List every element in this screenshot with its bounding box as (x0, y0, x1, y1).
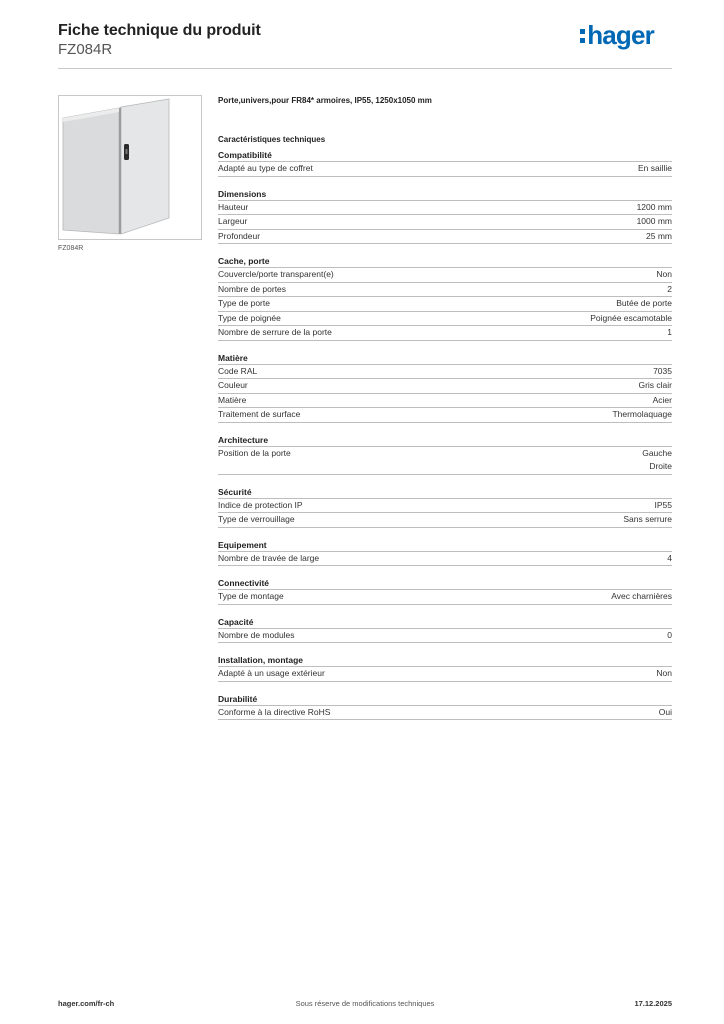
spec-row (218, 296, 672, 311)
spec-section (218, 616, 672, 644)
spec-label: Nombre de serrure de la porte (218, 327, 332, 337)
spec-value-line: 1000 mm (636, 216, 672, 226)
section-title: Sécurité (218, 486, 252, 497)
spec-value-line: 1 (667, 327, 672, 337)
spec-value-line: Gauche (642, 447, 672, 458)
spec-value-line: 4 (667, 552, 672, 563)
spec-value (612, 408, 672, 422)
spec-section (218, 149, 672, 177)
spec-value (646, 230, 672, 244)
spec-label: Matière (218, 394, 247, 405)
spec-section (218, 693, 672, 721)
spec-value-line: Non (656, 668, 672, 678)
product-description: Porte,univers,pour FR84* armoires, IP55, 1250x1050 mm (218, 96, 432, 105)
spec-value-line: Gris clair (638, 380, 672, 390)
spec-value (656, 667, 672, 681)
spec-value-line: Thermolaquage (612, 409, 672, 419)
product-reference: FZ084R (58, 41, 113, 58)
spec-section (218, 255, 672, 341)
spec-value (590, 312, 672, 326)
spec-label: Adapté à un usage extérieur (218, 668, 325, 678)
section-title: Cache, porte (218, 256, 270, 266)
logo-colon-mark (580, 26, 585, 46)
page-header (58, 22, 672, 68)
spec-value (623, 513, 672, 527)
spec-label: Largeur (218, 216, 248, 226)
spec-value (656, 268, 672, 282)
spec-row (218, 378, 672, 393)
logo-wordmark: hager (587, 20, 654, 50)
spec-value (659, 706, 672, 720)
section-title: Equipement (218, 539, 267, 550)
spec-value (638, 379, 672, 393)
spec-row (218, 551, 672, 567)
spec-value (611, 590, 672, 604)
spec-value-line: Oui (658, 706, 672, 717)
spec-section (218, 577, 672, 605)
spec-row (218, 311, 672, 326)
spec-label: Indice de protection IP (218, 499, 303, 510)
spec-section (218, 352, 672, 423)
hager-logo (580, 20, 654, 51)
technical-characteristics-heading: Caractéristiques techniques (218, 135, 326, 144)
product-image (58, 95, 202, 240)
spec-row (218, 512, 672, 528)
spec-value-line: 7035 (653, 365, 672, 376)
footer-disclaimer: Sous réserve de modifications techniques (295, 999, 435, 1008)
section-title: Matière (218, 352, 248, 363)
spec-value-line: Avec charnières (611, 591, 672, 601)
spec-value-line: 2 (667, 283, 672, 294)
spec-value-line: 0 (667, 629, 672, 640)
spec-value (653, 365, 672, 379)
spec-row (218, 214, 672, 229)
section-title: Durabilité (218, 693, 258, 704)
spec-value (638, 162, 672, 176)
spec-row (218, 705, 672, 721)
spec-label: Couvercle/porte transparent(e) (218, 269, 334, 279)
image-caption: FZ084R (58, 245, 84, 252)
spec-label: Nombre de modules (218, 629, 295, 640)
section-title: Compatibilité (218, 150, 272, 160)
spec-value-line: Non (656, 269, 672, 279)
spec-row (218, 666, 672, 682)
spec-label: Type de porte (218, 298, 270, 308)
spec-value (653, 394, 672, 408)
spec-value-line: IP55 (654, 499, 672, 510)
footer-website-link[interactable]: hager.com/fr-ch (58, 999, 115, 1008)
spec-label: Adapté au type de coffret (218, 163, 313, 173)
spec-row (218, 498, 672, 513)
section-title: Connectivité (218, 578, 270, 588)
spec-value (616, 297, 672, 311)
spec-row (218, 200, 672, 215)
spec-row (218, 446, 672, 475)
cabinet-door-illustration (59, 96, 201, 239)
spec-label: Type de poignée (218, 312, 281, 323)
section-title: Architecture (218, 434, 269, 445)
spec-value (637, 215, 672, 229)
spec-value (655, 499, 673, 513)
spec-row (218, 393, 672, 408)
spec-label: Conforme à la directive RoHS (218, 706, 331, 717)
spec-label: Nombre de portes (218, 283, 287, 294)
spec-label: Traitement de surface (218, 409, 301, 419)
spec-value (667, 326, 672, 340)
document-title: Fiche technique du produit (58, 22, 261, 39)
spec-label: Type de montage (218, 591, 284, 601)
spec-row (218, 282, 672, 297)
page-footer (58, 999, 672, 1011)
footer-date: 17.12.2025 (634, 999, 672, 1008)
header-divider (58, 68, 672, 69)
spec-label: Hauteur (218, 201, 249, 212)
spec-row (218, 161, 672, 177)
spec-label: Type de verrouillage (218, 514, 295, 524)
spec-value (667, 629, 672, 643)
spec-label: Position de la porte (218, 447, 291, 458)
spec-row (218, 267, 672, 282)
spec-label: Nombre de travée de large (218, 552, 320, 563)
section-title: Dimensions (218, 188, 267, 199)
spec-row (218, 364, 672, 379)
spec-value-line: Butée de porte (616, 298, 672, 308)
spec-value-line: Sans serrure (623, 514, 672, 524)
section-title: Installation, montage (218, 655, 304, 665)
spec-section (218, 188, 672, 245)
spec-row (218, 589, 672, 605)
spec-section (218, 434, 672, 475)
spec-value-line: En saillie (637, 163, 672, 173)
spec-value-line: 25 mm (646, 230, 672, 241)
spec-value (637, 201, 672, 215)
spec-value (667, 552, 672, 566)
spec-row (218, 229, 672, 245)
spec-section (218, 654, 672, 682)
spec-label: Couleur (218, 380, 248, 390)
section-title: Capacité (218, 616, 254, 627)
spec-label: Code RAL (218, 365, 258, 376)
spec-label: Profondeur (218, 230, 261, 241)
product-details (218, 96, 672, 720)
spec-sections (218, 149, 672, 720)
spec-value (667, 283, 672, 297)
spec-row (218, 628, 672, 644)
spec-section (218, 539, 672, 567)
spec-value-line: Droite (649, 461, 672, 471)
spec-value (642, 447, 672, 474)
spec-value-line: Acier (652, 394, 672, 405)
spec-row (218, 325, 672, 341)
spec-row (218, 407, 672, 423)
spec-value-line: 1200 mm (636, 201, 672, 212)
spec-value-line: Poignée escamotable (590, 312, 672, 323)
spec-section (218, 486, 672, 528)
